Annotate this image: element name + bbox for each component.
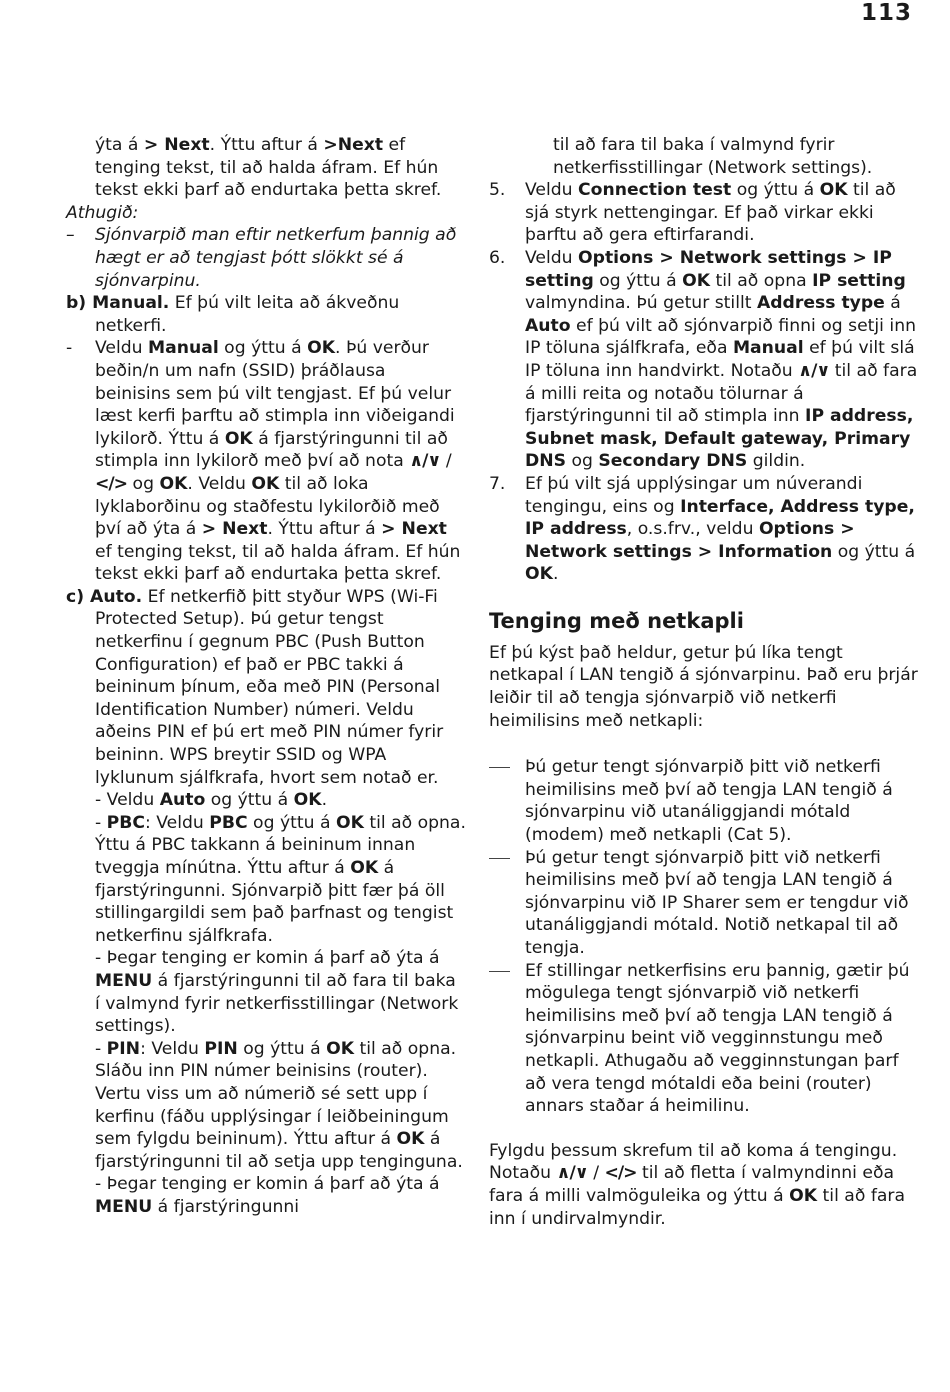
list-item: [489, 847, 919, 960]
text-run: og ýttu á: [731, 180, 820, 201]
next-paragraph: [66, 134, 466, 202]
text-run: : Veldu: [140, 1038, 205, 1059]
list-item: [489, 756, 919, 846]
text-run: til að fara á milli reita og notaðu tölurnar á fjarstýringunni til að stimpla inn: [525, 360, 918, 427]
bold-term: OK: [350, 858, 379, 878]
bold-term: Connection test: [578, 180, 732, 201]
text-run: til að loka lyklaborðinu og staðfestu lykilorðið með því að ýta á: [95, 473, 440, 540]
text-run: . Veldu: [187, 473, 252, 494]
pin-instructions: [66, 1038, 466, 1174]
bold-term: IP address, Subnet mask, Default gateway, Primary DNS: [525, 406, 914, 472]
bold-term: MENU: [95, 970, 153, 991]
text-run: til að opna. Ýttu á PBC takkann á beininum innan tveggja mínútna. Ýttu aftur á: [95, 812, 466, 878]
option-b-label: b) Manual.: [66, 293, 170, 314]
text-run: -: [95, 812, 107, 833]
manual-instructions: [66, 337, 466, 586]
text-run: og ýttu á: [247, 812, 336, 833]
up-down-arrows-icon: ∧/∨: [409, 451, 441, 472]
bold-term: Auto: [525, 315, 571, 336]
bold-term: PBC: [209, 812, 248, 833]
text-run: . Ýttu aftur á: [209, 135, 324, 155]
text-run: til að fletta í valmyndinni eða fara á milli valmöguleika og ýttu á: [489, 1163, 895, 1206]
bold-term: Manual: [148, 338, 219, 359]
text-run: .: [552, 564, 559, 585]
bold-term: OK: [326, 1038, 355, 1059]
text-run: Ef netkerfið þitt styður WPS (Wi-Fi Protected Setup). Þú getur tengst netkerfinu í gegnum PBC (Push Button Configuration) ef það er PBC takki á beininum þínum, eða með PIN (Personal Identification Number) númeri. Veldu aðeins PIN ef þú ert með PIN númer fyrir beininn. WPS breytir SSID og WPA lyklunum sjálfkrafa, hvort sem notað er.: [95, 586, 444, 788]
step-text: [525, 179, 919, 247]
bold-term: OK: [819, 180, 848, 201]
bold-term: > Next: [201, 519, 268, 540]
text-run: -: [95, 1038, 107, 1059]
text-run: ýta á: [95, 135, 144, 155]
intro-paragraph: Ef þú kýst það heldur, getur þú líka tengt netkapal í LAN tengið á sjónvarpinu. Það eru þrjár leiðir til að tengja sjónvarpið við netkerfi heimilisins með netkapli:: [489, 642, 918, 731]
text-run: til að opna: [710, 270, 813, 291]
bold-term: Secondary DNS: [598, 451, 748, 472]
text-run: til að opna. Sláðu inn PIN númer beinisins (router). Vertu viss um að númerið sé sett upp í kerfinu (fáðu upplýsingar í leiðbeiningum sem fylgdu beininum). Ýttu aftur á: [95, 1038, 457, 1150]
text-run: Sjónvarpið man eftir netkerfum þannig að hægt er að tengjast þótt slökkt sé á sjónvarpinu.: [95, 225, 457, 291]
bold-term: Interface, Address type, IP address: [525, 496, 915, 540]
text-run: Ef þú vilt sjá upplýsingar um núverandi tengingu, eins og: [525, 473, 863, 517]
text-run: og ýttu á: [205, 790, 294, 811]
list-item: [489, 960, 919, 1118]
text-run: gildin.: [747, 451, 806, 472]
text-run: ef þú vilt að sjónvarpið finni og setji inn IP töluna sjálfkrafa, eða: [525, 315, 916, 359]
text-run: - Þegar tenging er komin á þarf að ýta á: [95, 1174, 440, 1195]
text-run: Ef þú vilt leita að ákveðnu netkerfi.: [95, 293, 400, 336]
bold-term: OK: [293, 790, 322, 811]
text-run: : Veldu: [144, 812, 210, 833]
note-text: [66, 224, 466, 292]
manual-heading: [66, 292, 466, 337]
text-run: á fjarstýringunni. Sjónvarpið þitt fær þá öll stillingargildi sem það þarfnast og tengist netkerfinu sjálfkrafa.: [95, 858, 454, 946]
bold-term: MENU: [95, 1196, 153, 1217]
text-run: ef þú vilt slá IP töluna inn handvirkt. Notaðu: [525, 338, 915, 381]
bold-term: OK: [335, 812, 364, 833]
list-item-text: Þú getur tengt sjónvarpið þitt við netkerfi heimilisins með því að tengja LAN tengið á sjónvarpinu við IP Sharer sem er tengdur við utanáliggjandi mótald. Notið netkapal til að tengja.: [525, 847, 909, 958]
step-text: [525, 473, 919, 586]
bold-term: > Next: [381, 519, 447, 540]
section-heading: Tenging með netkapli: [489, 608, 744, 633]
left-right-arrows-icon: </>: [95, 473, 128, 494]
text-run: og: [566, 451, 599, 472]
note-title: Athugið:: [66, 202, 139, 223]
text-run: /: [440, 451, 452, 472]
text-run: . Þú verður beðin/n um nafn (SSID) þráðlausa beinisins sem þú vilt tengjast. Ef þú velur læst kerfi þarftu að stimpla inn viðeigandi lykilorð. Ýttu á: [95, 338, 455, 449]
bold-term: OK: [789, 1185, 818, 1206]
dash-marker: -: [66, 338, 73, 359]
bold-term: OK: [307, 338, 336, 359]
text-run: og ýttu á: [832, 541, 916, 562]
right-column: [489, 134, 919, 1230]
text-run: og: [127, 473, 160, 494]
text-run: /: [587, 1163, 605, 1184]
dash-bullet: [489, 847, 525, 960]
text-run: , o.s.frv., veldu: [626, 519, 759, 540]
list-item-text: Ef stillingar netkerfisins eru þannig, gætir þú mögulega tengt sjónvarpið við netkerfi heimilisins með því að tengja LAN tengið á sjónvarpinu beint við vegginnstungu með netkapli. Athugaðu að vegginnstungan þarf að vera tengd mótaldi eða beini (router) annars staðar á heimilinu.: [525, 960, 910, 1117]
text-run: Fylgdu þessum skrefum til að koma á tengingu. Notaðu: [489, 1140, 898, 1184]
page-number: 113: [860, 0, 912, 26]
pbc-instructions: [66, 812, 466, 948]
bold-term: OK: [224, 428, 253, 449]
bold-term: PIN: [106, 1038, 141, 1059]
text-run: til að sjá styrk nettengingar. Ef það virkar ekki þarftu að gera eftirfarandi.: [525, 180, 896, 246]
step-number: 7.: [489, 473, 506, 494]
text-run: .: [321, 790, 328, 811]
text-run: valmyndina. Þú getur stillt: [525, 293, 757, 314]
dash-bullet: [489, 756, 525, 846]
text-run: og ýttu á: [593, 270, 683, 291]
option-c-label: c) Auto.: [66, 586, 143, 607]
step-5: [489, 179, 919, 247]
text-run: ef tenging tekst, til að halda áfram. Ef hún tekst ekki þarf að endurtaka þetta skref.: [95, 541, 461, 585]
bold-term: Manual: [732, 338, 804, 359]
bold-term: PIN: [204, 1038, 238, 1059]
next-label: >Next: [323, 135, 384, 155]
left-column: [66, 134, 466, 1219]
bold-term: PBC: [106, 812, 145, 833]
text-run: Veldu: [525, 180, 579, 201]
text-run: - Veldu: [95, 790, 160, 811]
text-run: Veldu: [525, 247, 579, 268]
list-item-text: Þú getur tengt sjónvarpið þitt við netkerfi heimilisins með því að tengja LAN tengið á sjónvarpinu við utanáliggjandi mótald (modem) með netkapli (Cat 5).: [525, 757, 893, 846]
final-paragraph: [489, 1140, 919, 1230]
up-down-arrows-icon: ∧/∨: [798, 360, 830, 381]
text-run: og ýttu á: [237, 1038, 327, 1059]
text-run: Veldu: [95, 338, 149, 359]
text-run: á: [884, 293, 901, 314]
step-7: [489, 473, 919, 586]
bold-term: Address type: [756, 293, 885, 314]
note-dash: –: [66, 225, 75, 246]
next-label: > Next: [143, 135, 210, 155]
auto-line: [66, 789, 466, 812]
text-run: á fjarstýringunni: [152, 1196, 300, 1217]
bold-term: OK: [682, 270, 711, 291]
text-run: ef tenging tekst, til að halda áfram. Ef hún tekst ekki þarf að endurtaka þetta skref.: [95, 135, 442, 201]
bold-term: OK: [159, 473, 188, 494]
text-run: á fjarstýringunni til að setja upp tenginguna.: [95, 1129, 463, 1172]
bold-term: OK: [396, 1129, 425, 1150]
bold-term: IP setting: [812, 270, 906, 291]
dash-bullet: [489, 960, 525, 1118]
text-run: til að fara inn í undirvalmyndir.: [489, 1185, 906, 1229]
text-run: á fjarstýringunni til að stimpla inn lykilorð með því að nota: [95, 428, 448, 472]
left-right-arrows-icon: </>: [604, 1163, 637, 1184]
text-run: og ýttu á: [218, 338, 308, 359]
text-run: - Þegar tenging er komin á þarf að ýta á: [95, 948, 440, 969]
menu-return-instructions: [66, 1173, 466, 1218]
step-6: [489, 247, 919, 473]
text-run: á fjarstýringunni til að fara til baka í valmynd fyrir netkerfisstillingar (Network settings).: [95, 970, 459, 1037]
bold-term: OK: [251, 473, 280, 494]
text-run: . Ýttu aftur á: [267, 519, 382, 540]
bold-term: Options > Network settings > Information: [525, 519, 855, 562]
step-number: 5.: [489, 180, 506, 201]
step-number: 6.: [489, 247, 506, 268]
up-down-arrows-icon: ∧/∨: [556, 1163, 588, 1184]
menu-return-instructions: [66, 947, 466, 1037]
auto-heading: [66, 586, 466, 789]
continued-text: til að fara til baka í valmynd fyrir netkerfisstillingar (Network settings).: [553, 135, 873, 178]
bold-term: OK: [525, 564, 553, 585]
step-text: [525, 247, 919, 473]
bold-term: Options > Network settings > IP setting: [525, 247, 892, 291]
bold-term: Auto: [159, 790, 206, 811]
